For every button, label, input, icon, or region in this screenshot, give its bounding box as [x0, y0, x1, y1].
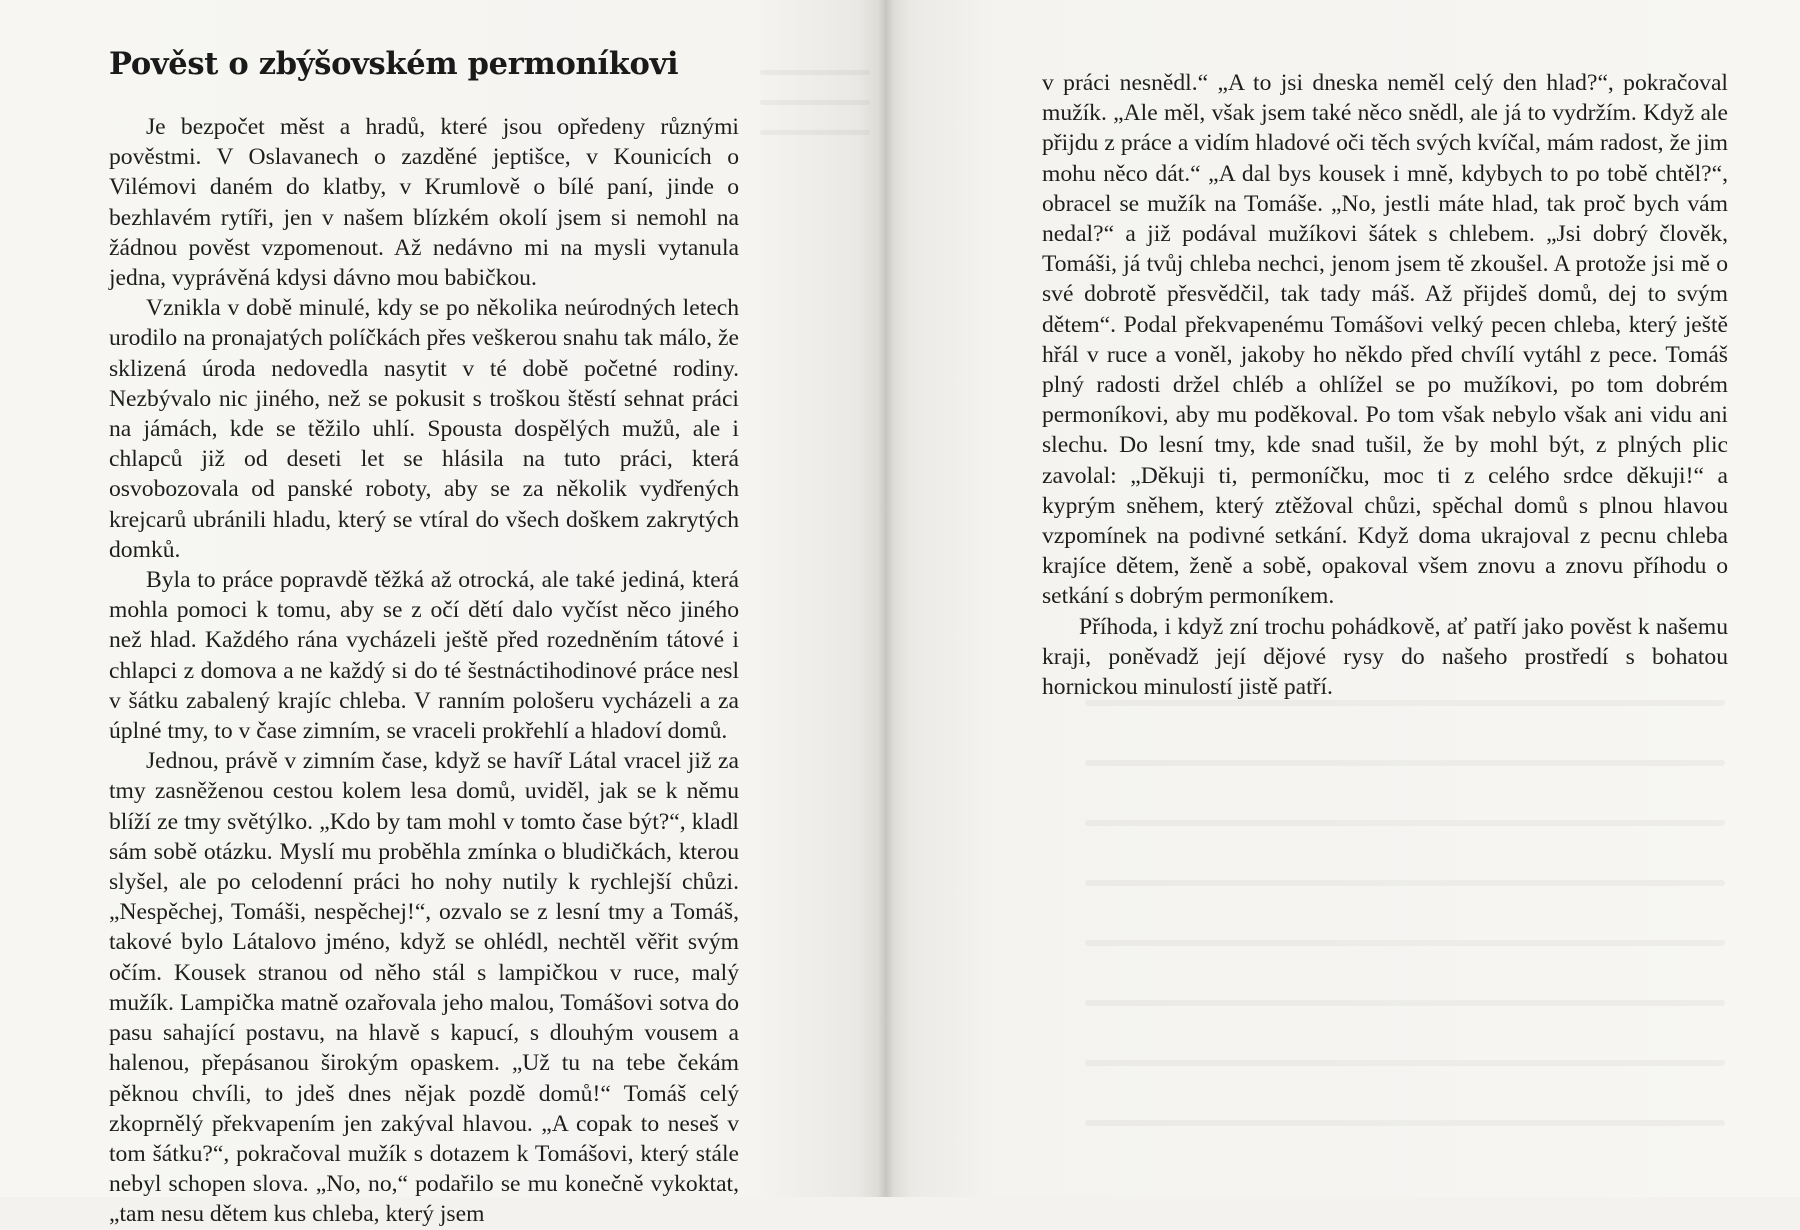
right-page-text	[1042, 68, 1728, 702]
paragraph: Vznikla v době minulé, kdy se po několika neúrodných letech urodilo na pronajatých políčkách přes veškerou snahu tak málo, že sklizená úroda nedovedla nasytit v té době početné rodiny. Nezbývalo nic jiného, než se pokusit s troškou štěstí sehnat práci na jámách, kde se těžilo uhlí. Spousta dospělých mužů, ale i chlapců již od deseti let se hlásila na tuto práci, která osvobozovala od panské roboty, aby se za několik vydřených krejcarů ubránili hladu, který se vtíral do všech doškem zakrytých domků.	[109, 295, 739, 563]
left-page	[0, 0, 885, 1228]
left-page-text	[109, 112, 739, 1230]
page-title: Pověst o zbýšovském permoníkovi	[109, 46, 679, 82]
paragraph: Je bezpočet měst a hradů, které jsou opředeny různými pověstmi. V Oslavanech o zazděné jeptišce, v Kounicích o Vilémovi daném do klatby, v Krumlově o bílé paní, jinde o bezhlavém rytíři, jen v našem blízkém okolí jsem si nemohl na žádnou pověst vzpomenout. Až nedávno mi na mysli vytanula jedna, vyprávěná kdysi dávno mou babičkou.	[109, 114, 739, 292]
paragraph: Příhoda, i když zní trochu pohádkově, ať patří jako pověst k našemu kraji, poněvadž její dějové rysy do našeho prostředí s bohatou hornickou minulostí jistě patří.	[1042, 613, 1728, 701]
paragraph: Jednou, právě v zimním čase, když se havíř Látal vracel již za tmy zasněženou cestou kolem lesa domů, uviděl, jak se k němu blíží ze tmy světýlko. „Kdo by tam mohl v tomto čase být?“, kladl sám sobě otázku. Myslí mu proběhla zmínka o bludičkách, kterou slyšel, ale po celodenní práci ho nohy nutily k rychlejší chůzi. „Nespěchej, Tomáši, nespěchej!“, ozvalo se z lesní tmy a Tomáš, takové bylo Látalovo jméno, když se ohlédl, nechtěl věřit svým očím. Kousek stranou od něho stál s lampičkou v ruce, malý mužík. Lampička matně ozařovala jeho malou, Tomášovi sotva do pasu sahající postavu, na hlavě s kapucí, s dlouhým vousem a halenou, přepásanou širokým opaskem. „Už tu na tebe čekám pěknou chvíli, to jdeš dnes nějak pozdě domů!“ Tomáš celý zkoprnělý překvapením jen zakýval hlavou. „A copak to neseš v tom šátku?“, pokračoval mužík s dotazem k Tomášovi, který stále nebyl schopen slova. „No, no,“ podařilo se mu konečně vykoktat, „tam nesu dětem kus chleba, který jsem	[109, 748, 739, 1228]
paragraph: v práci nesnědl.“ „A to jsi dneska neměl celý den hlad?“, pokračoval mužík. „Ale měl, však jsem také něco snědl, ale já to vydržím. Když ale přijdu z práce a vidím hladové oči těch svých kvíčal, mám radost, že jim mohu něco dát.“ „A dal bys kousek i mně, kdybych to po tobě chtěl?“, obracel se mužík na Tomáše. „No, jestli máte hlad, tak proč bych vám nedal?“ a již podával mužíkovi šátek s chlebem. „Jsi dobrý člověk, Tomáši, já tvůj chleba nechci, jenom jsem tě zkoušel. A protože jsi mě o své dobrotě přesvědčil, tak tady máš. Až přijdeš domů, dej to svým dětem“. Podal překvapenému Tomášovi velký pecen chleba, který ještě hřál v ruce a voněl, jakoby ho někdo před chvílí vytáhl z pece. Tomáš plný radosti držel chléb a ohlížel se po mužíkovi, po tom dobrém permoníkovi, aby mu poděkoval. Po tom však nebylo však ani vidu ani slechu. Do lesní tmy, kde snad tušil, že by mohl být, z plných plic zavolal: „Děkuji ti, permoníčku, moc ti z celého srdce děkuji!“ a kyprým sněhem, který ztěžoval chůzi, spěchal domů s plnou hlavou vzpomínek na podivné setkání. Když doma ukrajoval z pecnu chleba krajíce dětem, ženě a sobě, opakoval všem znovu a znovu příhodu o setkání s dobrým permoníkem.	[1042, 70, 1728, 610]
right-page	[885, 0, 1800, 1197]
book-gutter	[878, 0, 894, 1197]
paragraph: Byla to práce popravdě těžká až otrocká, ale také jediná, která mohla pomoci k tomu, aby se z očí dětí dalo vyčíst něco jiného než hlad. Každého rána vycházeli ještě před rozedněním tátové i chlapci z domova a ne každý si do té šestnáctihodinové práce nesl v šátku zabalený krajíc chleba. V ranním pološeru vycházeli a za úplné tmy, to v čase zimním, se vraceli prokřehlí a hladoví domů.	[109, 567, 739, 745]
